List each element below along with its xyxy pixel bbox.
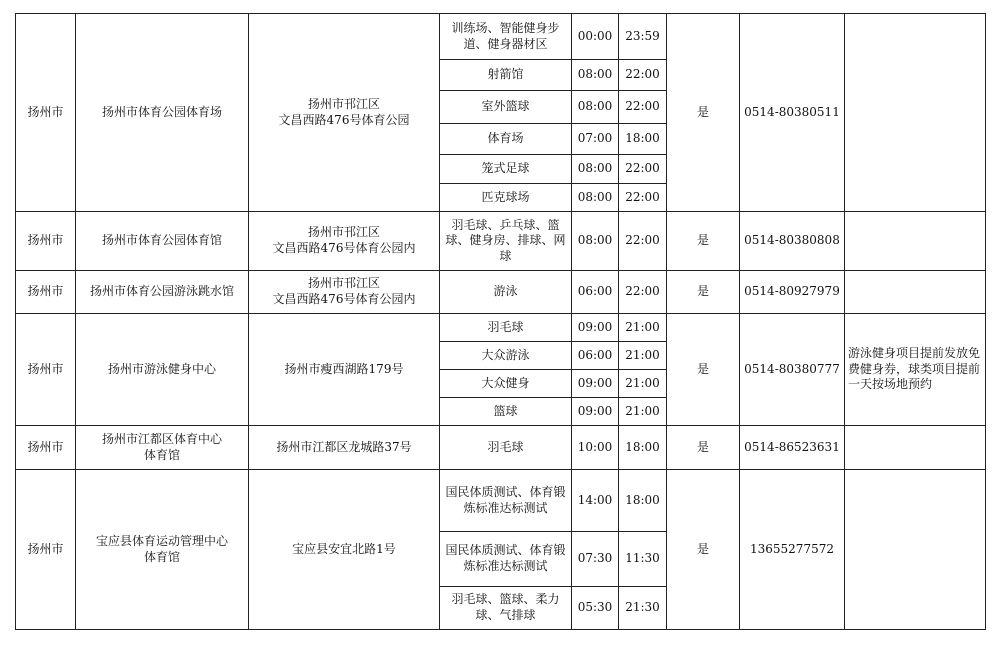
open-time-cell: 05:30 xyxy=(572,587,619,630)
venue-name-cell: 扬州市体育公园体育馆 xyxy=(76,212,249,271)
table-row xyxy=(16,314,986,342)
project-cell: 射箭馆 xyxy=(440,60,572,91)
close-time-cell: 11:30 xyxy=(619,532,667,587)
table-row xyxy=(16,14,986,60)
address-line: 扬州市邗江区 xyxy=(307,225,380,240)
note-cell xyxy=(845,271,986,314)
close-time-cell: 21:00 xyxy=(619,342,667,370)
project-cell: 大众游泳 xyxy=(440,342,572,370)
open-time-cell: 06:00 xyxy=(572,271,619,314)
note-cell xyxy=(845,426,986,470)
open-time-cell: 14:00 xyxy=(572,470,619,532)
close-time-cell: 21:00 xyxy=(619,370,667,398)
free-cell: 是 xyxy=(667,271,740,314)
venue-name-cell xyxy=(76,426,249,470)
open-time-cell: 09:00 xyxy=(572,398,619,426)
phone-cell: 0514-80927979 xyxy=(740,271,845,314)
city-cell: 扬州市 xyxy=(16,314,76,426)
venue-name-line: 扬州市江都区体育中心 xyxy=(101,431,222,446)
open-time-cell: 07:30 xyxy=(572,532,619,587)
project-cell: 篮球 xyxy=(440,398,572,426)
open-time-cell: 06:00 xyxy=(572,342,619,370)
city-cell: 扬州市 xyxy=(16,470,76,630)
project-cell: 国民体质测试、体育锻炼标准达标测试 xyxy=(440,532,572,587)
project-cell: 羽毛球 xyxy=(440,426,572,470)
venue-name-cell xyxy=(76,470,249,630)
open-time-cell: 08:00 xyxy=(572,91,619,124)
project-cell: 笼式足球 xyxy=(440,155,572,184)
address-line: 文昌西路476号体育公园 xyxy=(278,112,410,127)
close-time-cell: 18:00 xyxy=(619,426,667,470)
close-time-cell: 18:00 xyxy=(619,470,667,532)
venue-name-line: 体育馆 xyxy=(143,549,180,564)
close-time-cell: 21:00 xyxy=(619,398,667,426)
venue-name-line: 体育馆 xyxy=(143,447,180,462)
close-time-cell: 22:00 xyxy=(619,60,667,91)
project-cell: 游泳 xyxy=(440,271,572,314)
note-cell: 游泳健身项目提前发放免费健身券，球类项目提前一天按场地预约 xyxy=(845,314,986,426)
project-cell: 大众健身 xyxy=(440,370,572,398)
phone-cell: 0514-80380511 xyxy=(740,14,845,212)
project-cell: 室外篮球 xyxy=(440,91,572,124)
open-time-cell: 08:00 xyxy=(572,184,619,212)
address-cell xyxy=(249,271,440,314)
note-cell xyxy=(845,14,986,212)
address-line: 扬州市邗江区 xyxy=(307,96,380,111)
free-cell: 是 xyxy=(667,14,740,212)
open-time-cell: 09:00 xyxy=(572,370,619,398)
free-cell: 是 xyxy=(667,314,740,426)
address-cell: 扬州市江都区龙城路37号 xyxy=(249,426,440,470)
project-cell: 羽毛球、乒乓球、篮球、健身房、排球、网球 xyxy=(440,212,572,271)
note-cell xyxy=(845,470,986,630)
open-time-cell: 07:00 xyxy=(572,124,619,155)
project-cell: 匹克球场 xyxy=(440,184,572,212)
address-line: 扬州市邗江区 xyxy=(307,276,380,291)
venue-name-cell: 扬州市体育公园游泳跳水馆 xyxy=(76,271,249,314)
project-cell: 羽毛球、篮球、柔力球、气排球 xyxy=(440,587,572,630)
close-time-cell: 18:00 xyxy=(619,124,667,155)
address-cell: 扬州市瘦西湖路179号 xyxy=(249,314,440,426)
address-line: 文昌西路476号体育公园内 xyxy=(272,241,416,255)
venue-name-line: 宝应县体育运动管理中心 xyxy=(95,533,228,548)
address-cell xyxy=(249,212,440,271)
table-row xyxy=(16,426,986,470)
close-time-cell: 22:00 xyxy=(619,155,667,184)
venue-table xyxy=(15,13,986,630)
close-time-cell: 21:00 xyxy=(619,314,667,342)
address-line: 文昌西路476号体育公园内 xyxy=(272,292,416,306)
project-cell: 体育场 xyxy=(440,124,572,155)
free-cell: 是 xyxy=(667,426,740,470)
phone-cell: 0514-80380777 xyxy=(740,314,845,426)
open-time-cell: 10:00 xyxy=(572,426,619,470)
table-row xyxy=(16,470,986,532)
open-time-cell: 08:00 xyxy=(572,212,619,271)
close-time-cell: 22:00 xyxy=(619,212,667,271)
free-cell: 是 xyxy=(667,212,740,271)
venue-name-cell: 扬州市体育公园体育场 xyxy=(76,14,249,212)
address-cell: 宝应县安宜北路1号 xyxy=(249,470,440,630)
venue-name-cell: 扬州市游泳健身中心 xyxy=(76,314,249,426)
project-cell: 训练场、智能健身步道、健身器材区 xyxy=(440,14,572,60)
phone-cell: 0514-86523631 xyxy=(740,426,845,470)
city-cell: 扬州市 xyxy=(16,212,76,271)
close-time-cell: 22:00 xyxy=(619,184,667,212)
phone-cell: 13655277572 xyxy=(740,470,845,630)
open-time-cell: 08:00 xyxy=(572,155,619,184)
city-cell: 扬州市 xyxy=(16,14,76,212)
open-time-cell: 00:00 xyxy=(572,14,619,60)
close-time-cell: 22:00 xyxy=(619,91,667,124)
open-time-cell: 08:00 xyxy=(572,60,619,91)
phone-cell: 0514-80380808 xyxy=(740,212,845,271)
close-time-cell: 22:00 xyxy=(619,271,667,314)
open-time-cell: 09:00 xyxy=(572,314,619,342)
address-cell xyxy=(249,14,440,212)
city-cell: 扬州市 xyxy=(16,426,76,470)
close-time-cell: 23:59 xyxy=(619,14,667,60)
note-cell xyxy=(845,212,986,271)
project-cell: 国民体质测试、体育锻炼标准达标测试 xyxy=(440,470,572,532)
free-cell: 是 xyxy=(667,470,740,630)
table-row xyxy=(16,271,986,314)
close-time-cell: 21:30 xyxy=(619,587,667,630)
city-cell: 扬州市 xyxy=(16,271,76,314)
project-cell: 羽毛球 xyxy=(440,314,572,342)
table-row xyxy=(16,212,986,271)
